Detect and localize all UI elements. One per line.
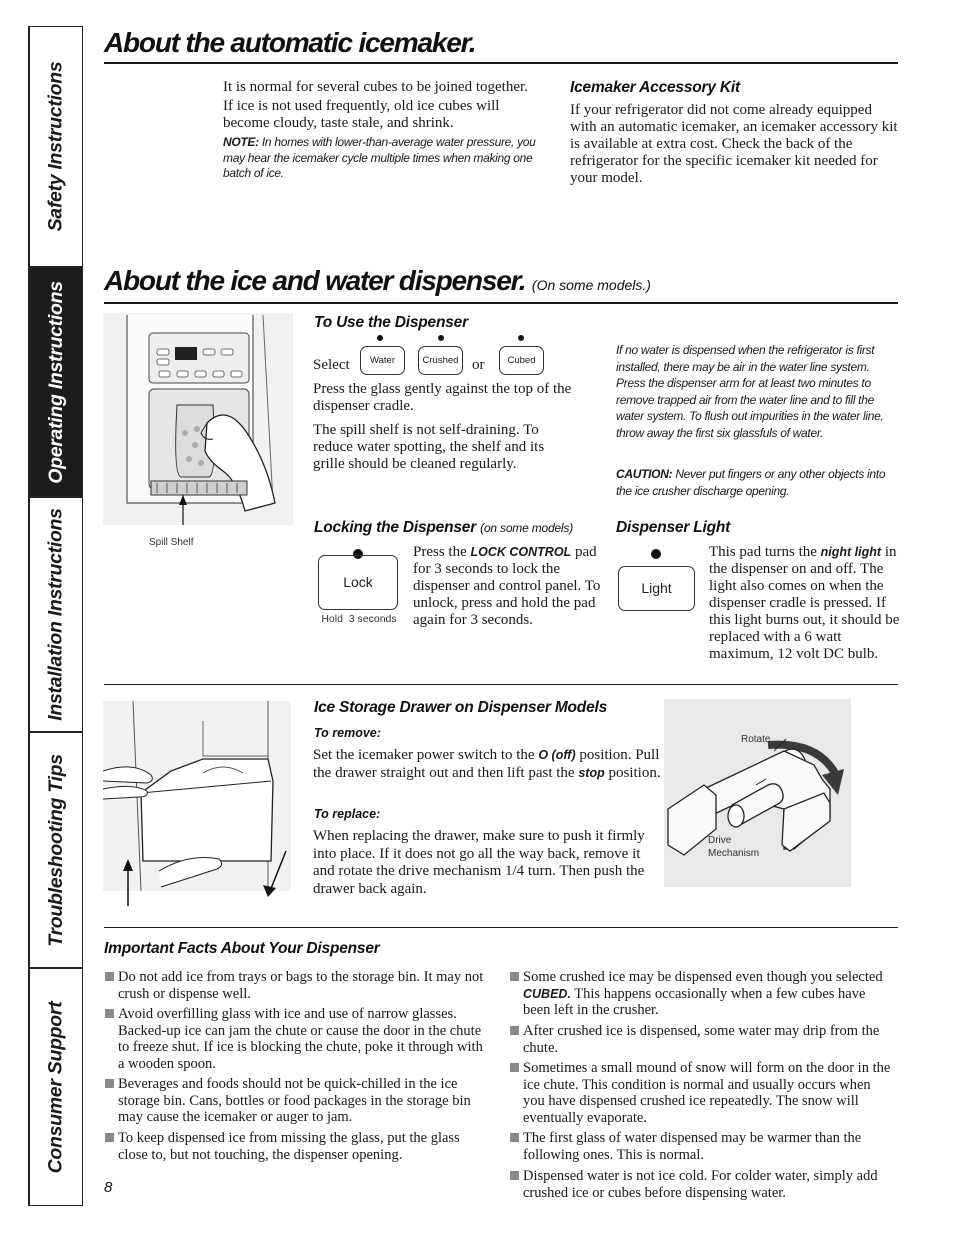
drawer-illustration	[103, 701, 291, 909]
fact-item: Sometimes a small mound of snow will form on the door in the ice chute. This condition is normal and usually occurs when you have dispensed crushed ice repeatedly. The snow will eventually evaporate.	[509, 1060, 896, 1126]
lock-hold-caption: Hold 3 seconds	[321, 613, 397, 625]
icemaker-title: About the automatic icemaker.	[104, 27, 476, 58]
dispenser-illustration	[103, 313, 293, 525]
tab-safety-instructions[interactable]: Safety Instructions	[28, 26, 83, 267]
storage-rule	[104, 684, 898, 685]
lock-pad[interactable]: Lock	[318, 555, 398, 610]
dispenser-rule	[104, 302, 898, 304]
cubed-indicator-dot	[518, 335, 524, 341]
water-pad[interactable]: Water	[360, 346, 405, 375]
tab-consumer-support[interactable]: Consumer Support	[28, 968, 83, 1206]
no-water-note: If no water is dispensed when the refrigerator is first installed, there may be air in the water line system. Press the dispenser arm for at least two minutes to remove trapped air from the water line and to fill the water system. To flush out impurities in the water line, throw away the first six glassfuls of water.	[616, 343, 884, 440]
fact-item: The first glass of water dispensed may be warmer than the following ones. This is normal.	[509, 1130, 896, 1163]
cubed-pad[interactable]: Cubed	[499, 346, 544, 375]
fact-item: Beverages and foods should not be quick-chilled in the ice storage bin. Cans, bottles or food packages in the storage bin may cause the icemaker or auger to jam.	[104, 1076, 491, 1126]
rotate-caption: Rotate	[741, 734, 771, 745]
to-replace-label: To replace:	[314, 807, 381, 821]
storage-heading: Ice Storage Drawer on Dispenser Models	[314, 699, 608, 716]
light-indicator-dot	[651, 549, 661, 559]
light-text: This pad turns the night light in the dispenser on and off. The light also comes on when the dispenser cradle is pressed. If this light burns out, it should be replaced with a 6 watt maximum, 12 volt DC bulb.	[709, 544, 900, 662]
fact-item: To keep dispensed ice from missing the glass, put the glass close to, but not touching, the dispenser opening.	[104, 1130, 491, 1163]
spill-shelf-caption: Spill Shelf	[149, 537, 194, 548]
icemaker-paragraph-1: It is normal for several cubes to be joined together.	[223, 79, 528, 95]
use-paragraph-2: The spill shelf is not self-draining. To reduce water spotting, the shelf and its grille should be cleaned regularly.	[313, 422, 545, 472]
icemaker-paragraph-2: If ice is not used frequently, old ice cubes will become cloudy, taste stale, and shrink.	[223, 98, 500, 131]
facts-heading: Important Facts About Your Dispenser	[104, 940, 380, 957]
to-remove-label: To remove:	[314, 726, 381, 740]
icemaker-note: NOTE: In homes with lower-than-average water pressure, you may hear the icemaker cycle multiple times when making one batch of ice.	[223, 135, 536, 180]
water-indicator-dot	[377, 335, 383, 341]
drive-mechanism-caption: Drive Mechanism	[708, 835, 760, 859]
lock-heading: Locking the Dispenser (on some models)	[314, 519, 573, 536]
fact-item: Some crushed ice may be dispensed even though you selected CUBED. This happens occasionally when a few cubes have been left in the crusher.	[509, 969, 896, 1019]
fact-item: Avoid overfilling glass with ice and use of narrow glasses. Backed-up ice can jam the chute or cause the door in the chute to freeze shut. If ice is blocking the chute, poke it through with a wooden spoon.	[104, 1006, 491, 1072]
use-dispenser-heading: To Use the Dispenser	[314, 314, 468, 331]
fact-item: After crushed ice is dispensed, some water may drip from the chute.	[509, 1023, 896, 1056]
lock-text: Press the LOCK CONTROL pad for 3 seconds to lock the dispenser and control panel. To unlock, press and hold the pad again for 3 seconds.	[413, 544, 601, 628]
select-label: Select	[313, 357, 350, 373]
fact-item: Dispensed water is not ice cold. For colder water, simply add crushed ice or cubes before dispensing water.	[509, 1168, 896, 1201]
or-label: or	[472, 357, 485, 373]
light-heading: Dispenser Light	[616, 519, 731, 536]
caution-note: CAUTION: Never put fingers or any other objects into the ice crusher discharge opening.	[616, 467, 886, 498]
use-paragraph-1: Press the glass gently against the top of the dispenser cradle.	[313, 381, 572, 414]
dispenser-title: About the ice and water dispenser. (On some models.)	[104, 265, 651, 296]
kit-heading: Icemaker Accessory Kit	[570, 79, 740, 96]
tab-troubleshooting-tips[interactable]: Troubleshooting Tips	[28, 732, 83, 968]
facts-rule	[104, 927, 898, 928]
fact-item: Do not add ice from trays or bags to the storage bin. It may not crush or dispense well.	[104, 969, 491, 1002]
remove-text: Set the icemaker power switch to the O (off) position. Pull the drawer straight out and then lift past the stop position.	[313, 747, 661, 781]
kit-text: If your refrigerator did not come already equipped with an automatic icemaker, an icemaker accessory kit is available at extra cost. Check the back of the refrigerator for the specific icemaker kit needed for your model.	[570, 102, 898, 186]
tab-operating-instructions[interactable]: Operating Instructions	[28, 267, 83, 497]
tab-installation-instructions[interactable]: Installation Instructions	[28, 497, 83, 732]
replace-text: When replacing the drawer, make sure to push it firmly into place. If it does not go all the way back, remove it and rotate the drive mechanism 1/4 turn. Then push the drawer back again.	[313, 828, 645, 897]
page-number: 8	[104, 1179, 113, 1196]
title-rule	[104, 62, 898, 64]
crushed-indicator-dot	[438, 335, 444, 341]
light-pad[interactable]: Light	[618, 566, 695, 611]
crushed-pad[interactable]: Crushed	[418, 346, 463, 375]
